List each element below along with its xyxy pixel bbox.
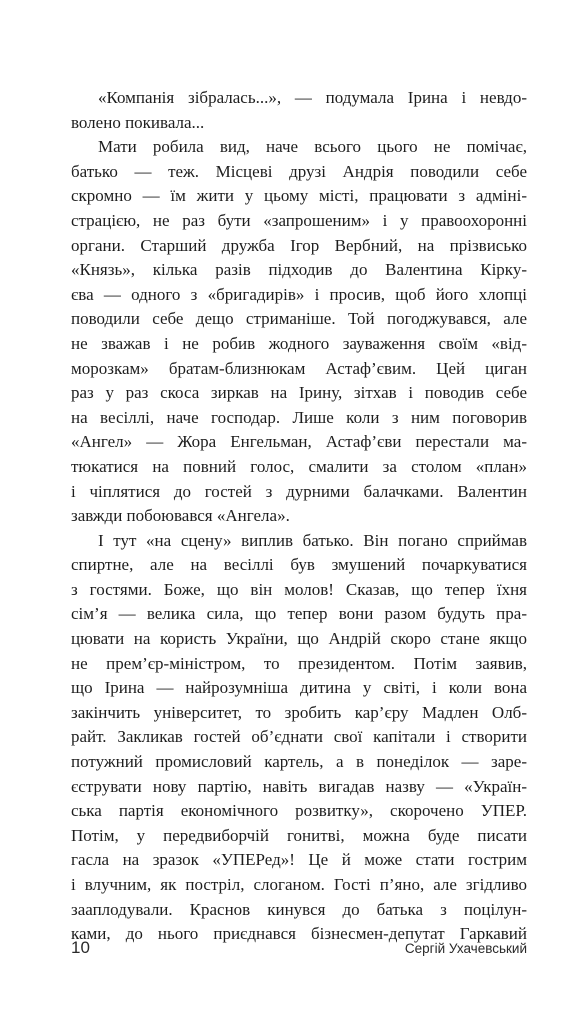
text-line: сім’я — велика сила, що тепер вони разом будуть пра- [71,604,527,624]
paragraph [71,135,527,529]
text-line: єструвати нову партію, навіть вигадав назву — «Україн- [71,776,527,796]
text-line: що Ірина — найрозумніша дитина у світі, і коли вона [71,678,527,698]
text-line: єва — одного з «бригадирів» і просив, щоб його хлопці [71,284,527,304]
text-line: зааплодували. Краснов кинувся до батька з поцілун- [71,899,527,919]
text-line: волено покивала... [71,112,205,132]
text-line: не прем’єр-міністром, то президентом. Потім заявив, [71,653,527,673]
text-line: ська партія економічного розвитку», скорочено УПЕР. [71,801,527,821]
text-line: райт. Закликав гостей об’єднати свої капітали і створити [71,727,527,747]
text-line: батько — теж. Місцеві друзі Андрія поводили себе [71,161,527,181]
text-line: не зважав і не робив жодного зауваження своїм «від- [71,333,527,353]
text-line: з гостями. Боже, що він молов! Сказав, що тепер їхня [71,579,527,599]
text-line: «Компанія зібралась...», — подумала Ірина і невдо- [98,88,527,107]
text-line: І тут «на сцену» виплив батько. Він погано сприймав [98,530,527,550]
running-footer-author: Сергій Ухачевський [404,941,527,956]
text-line: завжди побоювався «Ангела». [71,506,290,526]
page-number: 10 [71,938,90,957]
book-page-text [71,86,527,947]
text-line: закінчить університет, то зробить кар’єру Мадлен Олб- [71,702,527,722]
text-line: «Ангел» — Жора Енгельман, Астаф’єви перестали ма- [71,432,527,452]
text-line: скромно — їм жити у цьому місті, працювати з адміні- [71,186,527,206]
text-line: Мати робила вид, наче всього цього не помічає, [98,137,527,157]
text-line: і влучним, як постріл, слоганом. Гості п’яно, але згідливо [71,875,527,894]
text-line: спиртне, але на весіллі був змушений почаркуватися [71,555,527,575]
text-line: цювати на користь України, що Андрій скоро стане якщо [71,629,527,649]
paragraph [71,529,527,947]
text-line: на весіллі, наче господар. Лише коли з ним поговорив [71,407,527,427]
text-line: поводили себе дещо стриманіше. Той погоджувався, але [71,309,527,329]
text-line: гасла на зразок «УПЕРед»! Це й може стати гострим [71,850,527,870]
text-line: Потім, у передвиборчій гонитві, можна буде писати [71,825,527,845]
text-line: потужний промисловий картель, а в понеділок — заре- [71,752,527,772]
paragraph [71,86,527,135]
text-line: «Князь», кілька разів підходив до Валентина Кірку- [71,260,527,280]
text-line: тюкатися на повний голос, смалити за столом «план» [71,456,527,476]
text-line: і чіплятися до гостей з дурними балачками. Валентин [71,481,527,501]
text-line: органи. Старший дружба Ігор Вербний, на прізвисько [71,235,527,255]
text-line: страцією, не раз бути «запрошеним» і у правоохоронні [71,210,527,230]
text-line: морозкам» братам-близнюкам Астаф’євим. Цей циган [71,358,527,378]
text-line: ками, до нього приєднався бізнесмен-депутат Гаркавий [71,924,527,944]
text-line: раз у раз скоса зиркав на Ірину, зітхав і поводив себе [71,383,527,403]
